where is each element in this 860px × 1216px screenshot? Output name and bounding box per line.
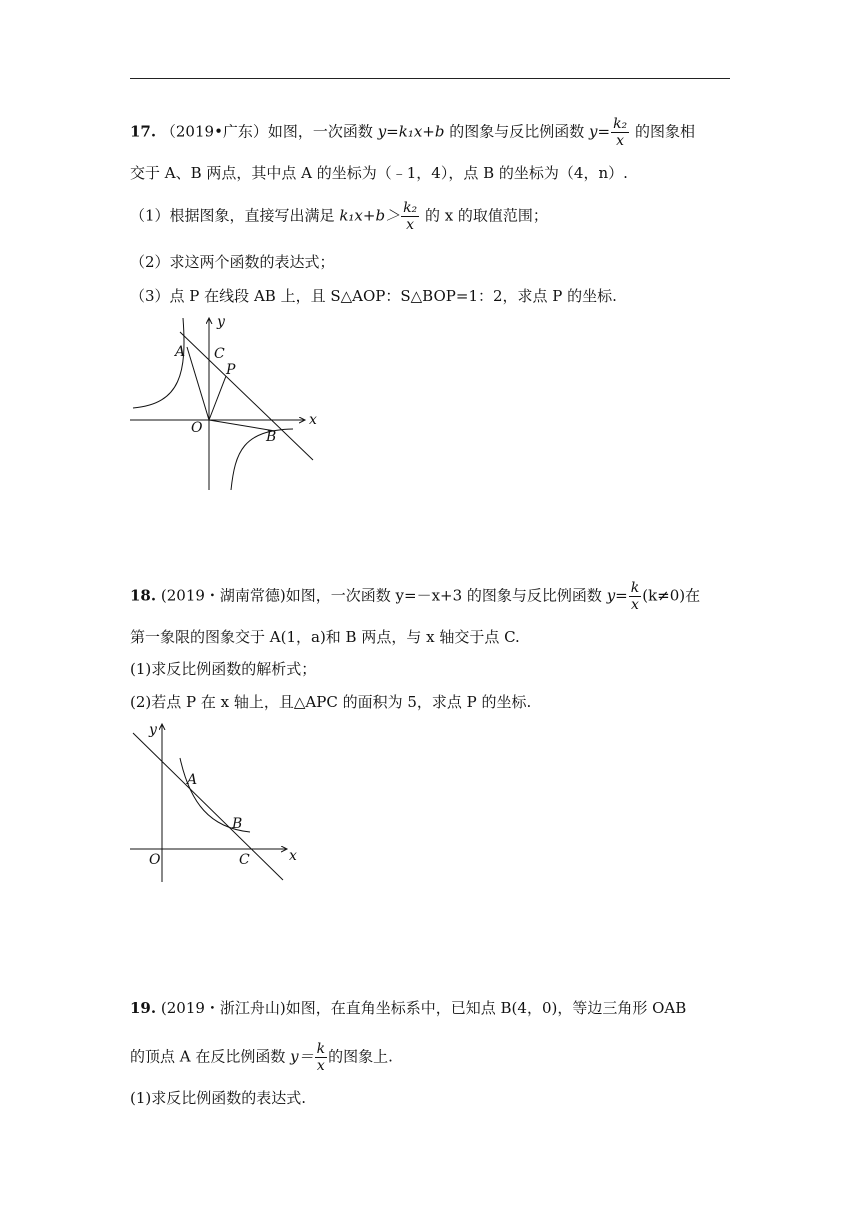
- q19-text-b: 的图象上.: [328, 1047, 393, 1066]
- q17-part3: （3）点 P 在线段 AB 上，且 S△AOP：S△BOP=1：2，求点 P 的坐标.: [130, 287, 617, 305]
- q18-line2: 第一象限的图象交于 A(1，a)和 B 两点，与 x 轴交于点 C.: [130, 628, 520, 646]
- q19-frac-denominator: x: [316, 1058, 325, 1074]
- header-rule: [130, 78, 730, 79]
- q18-line1: [130, 580, 700, 613]
- q17-part1-frac-denominator: x: [406, 217, 415, 233]
- q17-segment-oa: [187, 347, 209, 420]
- q19-line1: [130, 998, 686, 1018]
- q19-frac-numerator: k: [316, 1041, 326, 1057]
- q18-part2: (2)若点 P 在 x 轴上，且△APC 的面积为 5，求点 P 的坐标.: [130, 693, 532, 711]
- q17-segment-op: [209, 376, 226, 420]
- q17-part1-a: （1）根据图象，直接写出满足: [130, 206, 340, 225]
- q17-source: （2019•广东）: [160, 122, 268, 141]
- q17-line1: [130, 116, 695, 149]
- q17-label-p: P: [226, 362, 236, 378]
- q19-part1: (1)求反比例函数的表达式.: [130, 1089, 307, 1107]
- q17-part1-fraction: [401, 200, 419, 233]
- q19-number: 19.: [130, 999, 157, 1017]
- q17-line-ab: [180, 332, 313, 460]
- q17-figure: [125, 312, 335, 494]
- q17-part1-b: 的 x 的取值范围；: [420, 206, 548, 225]
- q17-label-c: C: [214, 346, 225, 362]
- q17-line2: 交于 A、B 两点，其中点 A 的坐标为（﹣1，4），点 B 的坐标为（4，n）.: [130, 164, 628, 182]
- q18-frac-numerator: k: [630, 580, 640, 596]
- q17-label-x: x: [309, 412, 317, 428]
- q17-label-y: y: [217, 314, 225, 330]
- q18-number: 18.: [130, 586, 157, 605]
- q18-text-b: (k≠0)在: [642, 586, 701, 605]
- q17-part1: [130, 200, 548, 233]
- q17-y-eq: y=: [589, 122, 611, 141]
- q19-fraction: [315, 1041, 327, 1074]
- q18-label-a: A: [187, 772, 198, 788]
- q17-fraction: [611, 116, 629, 149]
- q19-y-eq: y＝: [290, 1047, 314, 1066]
- q18-label-y: y: [149, 722, 157, 738]
- q17-part1-frac-numerator: k₂: [403, 200, 418, 216]
- q18-label-o: O: [149, 852, 161, 868]
- q19-line2: [130, 1041, 393, 1074]
- q17-label-a: A: [175, 344, 186, 360]
- q17-label-b: B: [266, 429, 277, 445]
- q17-hyperbola-right: [231, 429, 293, 490]
- q18-fraction: [629, 580, 641, 613]
- q17-part2: （2）求这两个函数的表达式；: [130, 253, 335, 271]
- q17-frac-denominator: x: [616, 133, 625, 149]
- q17-linear-eq: y=k₁x+b: [377, 122, 445, 141]
- q18-label-c: C: [239, 852, 250, 868]
- q17-hyperbola-left: [133, 318, 184, 408]
- q17-label-o: O: [191, 420, 203, 436]
- q17-text-b: 的图象与反比例函数: [444, 122, 590, 141]
- q17-frac-numerator: k₂: [613, 116, 628, 132]
- q18-part1: (1)求反比例函数的解析式；: [130, 660, 317, 678]
- q17-number: 17.: [130, 122, 157, 141]
- q18-label-b: B: [232, 816, 243, 832]
- q19-text: (2019・浙江舟山)如图，在直角坐标系中，已知点 B(4，0)，等边三角形 OAB: [160, 999, 687, 1017]
- q17-text-c: 的图象相: [630, 122, 695, 141]
- q18-frac-denominator: x: [631, 597, 639, 613]
- q17-text-a: 如图，一次函数: [267, 122, 378, 141]
- q17-part1-expr: k₁x+b＞: [339, 206, 401, 225]
- q18-label-x: x: [289, 848, 297, 864]
- q19-text-a: 的顶点 A 在反比例函数: [130, 1047, 291, 1066]
- q18-text-a: (2019・湖南常德)如图，一次函数 y=－x+3 的图象与反比例函数: [160, 586, 607, 605]
- q18-figure: [125, 718, 315, 888]
- q18-y-eq: y=: [606, 586, 628, 605]
